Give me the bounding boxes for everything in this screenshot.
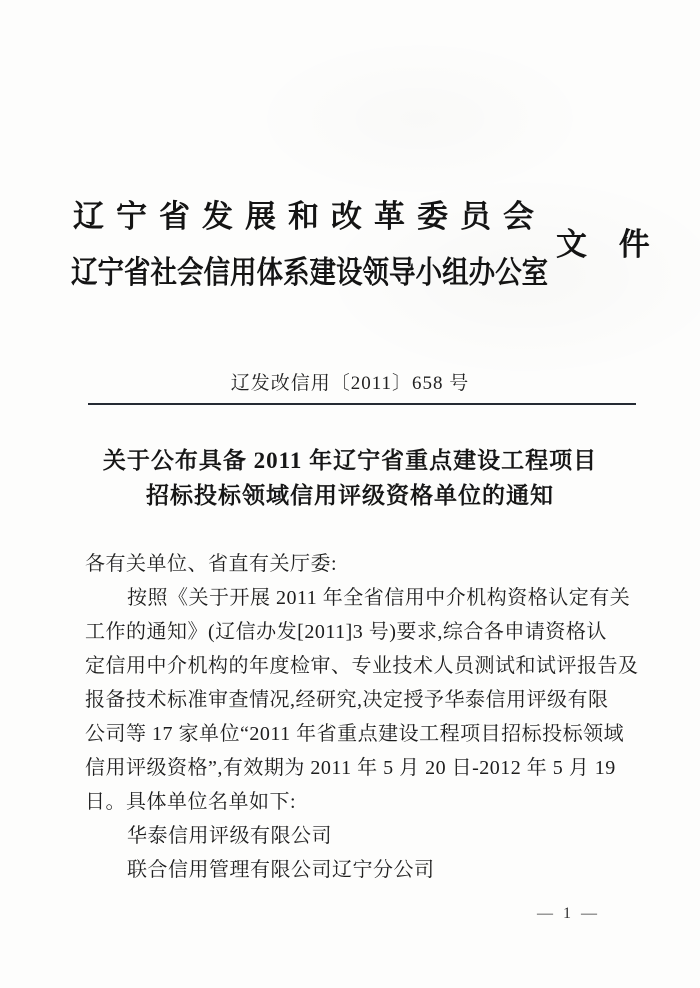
body-line: 工作的通知》(辽信办发[2011]3 号)要求,综合各申请资格认: [85, 621, 607, 643]
doc-type-label: 文 件: [556, 227, 662, 262]
issuing-org-line-1: 辽宁省发展和改革委员会: [73, 199, 546, 234]
body-line: 定信用中介机构的年度检审、专业技术人员测试和试评报告及: [85, 655, 639, 677]
divider-rule: [88, 403, 636, 405]
body-line: 日。具体单位名单如下:: [85, 791, 297, 813]
company-item: 华泰信用评级有限公司: [127, 825, 332, 847]
document-body: [85, 547, 639, 887]
body-line: 按照《关于开展 2011 年全省信用中介机构资格认定有关: [127, 587, 631, 609]
document-title-line-2: 招标投标领域信用评级资格单位的通知: [146, 483, 554, 508]
doc-reference-number: 辽发改信用〔2011〕658 号: [230, 373, 470, 394]
body-line: 信用评级资格”,有效期为 2011 年 5 月 20 日-2012 年 5 月 19: [85, 757, 616, 779]
body-line: 公司等 17 家单位“2011 年省重点建设工程项目招标投标领域: [85, 723, 625, 745]
salutation-line: 各有关单位、省直有关厅委:: [85, 553, 338, 575]
issuing-org-line-2: 辽宁省社会信用体系建设领导小组办公室: [71, 255, 549, 290]
company-item: 联合信用管理有限公司辽宁分公司: [127, 859, 435, 881]
page-number: — 1 —: [537, 905, 600, 922]
body-line: 报备技术标准审查情况,经研究,决定授予华泰信用评级有限: [85, 689, 609, 711]
document-title-line-1: 关于公布具备 2011 年辽宁省重点建设工程项目: [102, 448, 598, 473]
document-title: [0, 443, 700, 513]
